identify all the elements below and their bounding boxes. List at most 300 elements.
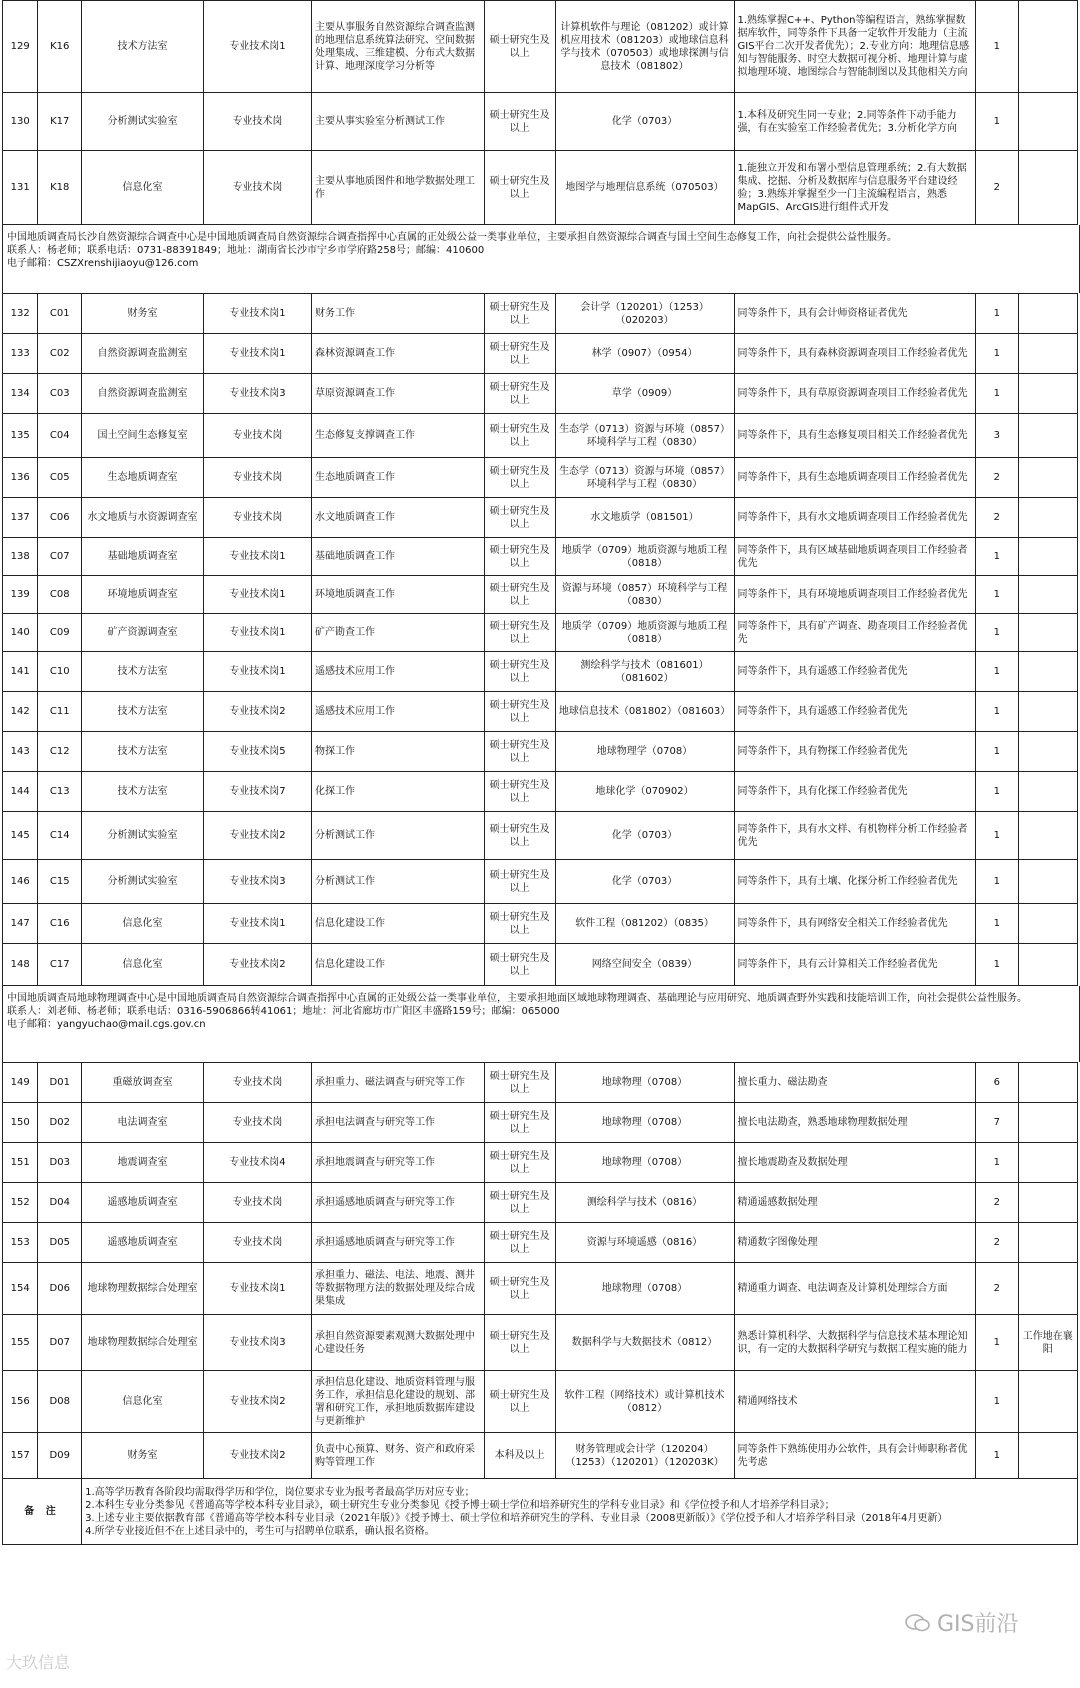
remark-cell (1018, 414, 1077, 458)
job-duty-cell: 主要从事服务自然资源综合调查监测的地理信息系统算法研究、空间数据处理集成、三维建模、分布式大数据计算、地理深度学习分析等 (312, 1, 485, 93)
watermark-left-text: 大玖信息 (6, 1653, 71, 1672)
headcount-cell: 2 (975, 458, 1018, 498)
department-cell: 矿产资源调查室 (82, 614, 204, 652)
headcount-cell: 1 (975, 1371, 1018, 1433)
job-duty-cell: 信息化建设工作 (312, 904, 485, 944)
position-code-cell: D05 (38, 1223, 82, 1263)
headcount-cell: 1 (975, 944, 1018, 986)
major-cell: 生态学（0713）资源与环境（0857）环境科学与工程（0830） (555, 458, 734, 498)
position-code-cell: C12 (38, 732, 82, 772)
headcount-cell: 2 (975, 151, 1018, 225)
education-cell: 硕士研究生及以上 (484, 374, 555, 414)
section-d-table (2, 1062, 1078, 1545)
post-name-cell: 专业技术岗 (203, 498, 311, 538)
remark-cell (1018, 860, 1077, 904)
education-cell: 硕士研究生及以上 (484, 414, 555, 458)
department-cell: 技术方法室 (82, 652, 204, 692)
headcount-cell: 1 (975, 1315, 1018, 1371)
row-number-cell: 135 (3, 414, 38, 458)
department-cell: 生态地质调查室 (82, 458, 204, 498)
post-name-cell: 专业技术岗3 (203, 860, 311, 904)
post-name-cell: 专业技术岗3 (203, 374, 311, 414)
headcount-cell: 2 (975, 1263, 1018, 1315)
row-number-cell: 150 (3, 1103, 38, 1143)
requirement-cell: 同等条件下，具有森林资源调查项目工作经验者优先 (734, 334, 975, 374)
major-cell: 网络空间安全（0839） (555, 944, 734, 986)
remark-cell (1018, 1063, 1077, 1103)
education-cell: 硕士研究生及以上 (484, 1223, 555, 1263)
education-cell: 硕士研究生及以上 (484, 1143, 555, 1183)
department-cell: 信息化室 (82, 944, 204, 986)
requirement-cell: 精通网络技术 (734, 1371, 975, 1433)
position-code-cell: K17 (38, 93, 82, 151)
requirement-cell: 同等条件下，具有生态地质调查项目工作经验者优先 (734, 458, 975, 498)
post-name-cell: 专业技术岗 (203, 1063, 311, 1103)
position-code-cell: C03 (38, 374, 82, 414)
post-name-cell: 专业技术岗 (203, 458, 311, 498)
department-cell: 自然资源调查监测室 (82, 374, 204, 414)
education-cell: 硕士研究生及以上 (484, 498, 555, 538)
row-number-cell: 131 (3, 151, 38, 225)
remark-cell (1018, 1183, 1077, 1223)
row-number-cell: 130 (3, 93, 38, 151)
position-code-cell: D01 (38, 1063, 82, 1103)
major-cell: 地球物理（0708） (555, 1103, 734, 1143)
headcount-cell: 1 (975, 576, 1018, 614)
position-code-cell: D08 (38, 1371, 82, 1433)
job-duty-cell: 生态修复支撑调查工作 (312, 414, 485, 458)
requirement-cell: 同等条件下，具有化探工作经验者优先 (734, 772, 975, 812)
requirement-cell: 熟悉计算机科学、大数据科学与信息技术基本理论知识，有一定的大数据科学研究与数据工程实施的能力 (734, 1315, 975, 1371)
remark-cell (1018, 374, 1077, 414)
remark-cell (1018, 1263, 1077, 1315)
requirement-cell: 同等条件下，具有土壤、化探分析工作经验者优先 (734, 860, 975, 904)
post-name-cell: 专业技术岗 (203, 414, 311, 458)
position-code-cell: D03 (38, 1143, 82, 1183)
post-name-cell: 专业技术岗 (203, 1103, 311, 1143)
education-cell: 硕士研究生及以上 (484, 151, 555, 225)
department-cell: 遥感地质调查室 (82, 1223, 204, 1263)
table-row (3, 692, 1078, 732)
job-duty-cell: 承担重力、磁法、电法、地震、测井等数据物理方法的数据处理及综合成果集成 (312, 1263, 485, 1315)
remark-cell (1018, 576, 1077, 614)
remark-cell (1018, 732, 1077, 772)
requirement-cell: 精通遥感数据处理 (734, 1183, 975, 1223)
department-cell: 地震调查室 (82, 1143, 204, 1183)
row-number-cell: 141 (3, 652, 38, 692)
row-number-cell: 142 (3, 692, 38, 732)
table-row (3, 652, 1078, 692)
table-row (3, 334, 1078, 374)
remark-cell (1018, 692, 1077, 732)
post-name-cell: 专业技术岗1 (203, 294, 311, 334)
job-duty-cell: 主要从事实验室分析测试工作 (312, 93, 485, 151)
row-number-cell: 136 (3, 458, 38, 498)
row-number-cell: 138 (3, 538, 38, 576)
requirement-cell: 同等条件下，具有遥感工作经验者优先 (734, 652, 975, 692)
requirement-cell: 1.本科及研究生同一专业；2.同等条件下动手能力强，有在实验室工作经验者优先；3.分析化学方向 (734, 93, 975, 151)
position-code-cell: C02 (38, 334, 82, 374)
job-duty-cell: 物探工作 (312, 732, 485, 772)
requirement-cell: 同等条件下，具有水文样、有机物样分析工作经验者优先 (734, 812, 975, 860)
headcount-cell: 1 (975, 904, 1018, 944)
department-cell: 自然资源调查监测室 (82, 334, 204, 374)
job-duty-cell: 承担遥感地质调查与研究等工作 (312, 1223, 485, 1263)
row-number-cell: 134 (3, 374, 38, 414)
position-code-cell: C01 (38, 294, 82, 334)
position-code-cell: C16 (38, 904, 82, 944)
education-cell: 硕士研究生及以上 (484, 294, 555, 334)
requirement-cell: 同等条件下，具有遥感工作经验者优先 (734, 692, 975, 732)
table-row (3, 944, 1078, 986)
post-name-cell: 专业技术岗1 (203, 1, 311, 93)
education-cell: 硕士研究生及以上 (484, 93, 555, 151)
major-cell: 地球物理学（0708） (555, 732, 734, 772)
job-duty-cell: 负责中心预算、财务、资产和政府采购等管理工作 (312, 1433, 485, 1479)
job-duty-cell: 基础地质调查工作 (312, 538, 485, 576)
job-duty-cell: 承担电法调查与研究等工作 (312, 1103, 485, 1143)
post-name-cell: 专业技术岗2 (203, 944, 311, 986)
section-c-table (2, 293, 1078, 986)
headcount-cell: 1 (975, 1143, 1018, 1183)
headcount-cell: 1 (975, 860, 1018, 904)
row-number-cell: 145 (3, 812, 38, 860)
department-cell: 电法调查室 (82, 1103, 204, 1143)
headcount-cell: 1 (975, 692, 1018, 732)
row-number-cell: 148 (3, 944, 38, 986)
job-duty-cell: 分析测试工作 (312, 812, 485, 860)
table-row (3, 93, 1078, 151)
major-cell: 会计学（120201）（1253）（020203） (555, 294, 734, 334)
table-row (3, 732, 1078, 772)
table-row (3, 374, 1078, 414)
department-cell: 财务室 (82, 1433, 204, 1479)
job-duty-cell: 森林资源调查工作 (312, 334, 485, 374)
notes-label: 备 注 (3, 1479, 82, 1545)
headcount-cell: 1 (975, 93, 1018, 151)
remark-cell (1018, 1223, 1077, 1263)
row-number-cell: 144 (3, 772, 38, 812)
department-cell: 技术方法室 (82, 732, 204, 772)
department-cell: 财务室 (82, 294, 204, 334)
position-code-cell: C06 (38, 498, 82, 538)
major-cell: 测绘科学与技术（081601）（081602） (555, 652, 734, 692)
position-code-cell: D02 (38, 1103, 82, 1143)
remark-cell (1018, 1103, 1077, 1143)
department-cell: 分析测试实验室 (82, 812, 204, 860)
requirement-cell: 同等条件下，具有云计算相关工作经验者优先 (734, 944, 975, 986)
headcount-cell: 1 (975, 614, 1018, 652)
education-cell: 硕士研究生及以上 (484, 334, 555, 374)
row-number-cell: 139 (3, 576, 38, 614)
position-code-cell: K16 (38, 1, 82, 93)
job-duty-cell: 化探工作 (312, 772, 485, 812)
position-code-cell: C08 (38, 576, 82, 614)
changsha-intro: 中国地质调查局长沙自然资源综合调查中心是中国地质调查局自然资源综合调查指挥中心直属的正处级公益一类事业单位，主要承担自然资源综合调查与国土空间生态修复工作，向社会提供公益性服务。 (7, 232, 897, 243)
job-duty-cell: 承担自然资源要素观测大数据处理中心建设任务 (312, 1315, 485, 1371)
post-name-cell: 专业技术岗 (203, 1223, 311, 1263)
requirement-cell: 同等条件下，具有网络安全相关工作经验者优先 (734, 904, 975, 944)
job-duty-cell: 环境地质调查工作 (312, 576, 485, 614)
headcount-cell: 1 (975, 772, 1018, 812)
position-code-cell: C11 (38, 692, 82, 732)
post-name-cell: 专业技术岗1 (203, 538, 311, 576)
department-cell: 技术方法室 (82, 1, 204, 93)
education-cell: 硕士研究生及以上 (484, 614, 555, 652)
requirement-cell: 同等条件下，具有会计师资格证者优先 (734, 294, 975, 334)
position-code-cell: C14 (38, 812, 82, 860)
post-name-cell: 专业技术岗1 (203, 904, 311, 944)
row-number-cell: 147 (3, 904, 38, 944)
major-cell: 数据科学与大数据技术（0812） (555, 1315, 734, 1371)
education-cell: 硕士研究生及以上 (484, 458, 555, 498)
post-name-cell: 专业技术岗 (203, 93, 311, 151)
requirement-cell: 同等条件下熟练使用办公软件，具有会计师职称者优先考虑 (734, 1433, 975, 1479)
remark-cell: 工作地在襄阳 (1018, 1315, 1077, 1371)
department-cell: 分析测试实验室 (82, 93, 204, 151)
job-duty-cell: 承担遥感地质调查与研究等工作 (312, 1183, 485, 1223)
department-cell: 地球物理数据综合处理室 (82, 1263, 204, 1315)
table-row (3, 538, 1078, 576)
remark-cell (1018, 614, 1077, 652)
geophysics-intro: 中国地质调查局地球物理调查中心是中国地质调查局自然资源综合调查指挥中心直属的正处级公益一类事业单位，主要承担地面区域地球物理调查、基础理论与应用研究、地质调查野外实践和技能培训工作，向社会提供公益性服务。 (7, 993, 1027, 1004)
education-cell: 本科及以上 (484, 1433, 555, 1479)
department-cell: 技术方法室 (82, 692, 204, 732)
requirement-cell: 擅长电法勘查，熟悉地球物理数据处理 (734, 1103, 975, 1143)
job-duty-cell: 矿产勘查工作 (312, 614, 485, 652)
watermark-right-text: GIS前沿 (937, 1612, 1019, 1637)
table-row (3, 1371, 1078, 1433)
row-number-cell: 151 (3, 1143, 38, 1183)
headcount-cell: 1 (975, 538, 1018, 576)
row-number-cell: 143 (3, 732, 38, 772)
major-cell: 地球信息技术（081802）（081603） (555, 692, 734, 732)
major-cell: 化学（0703） (555, 860, 734, 904)
department-cell: 信息化室 (82, 1371, 204, 1433)
headcount-cell: 1 (975, 374, 1018, 414)
table-row (3, 772, 1078, 812)
post-name-cell: 专业技术岗1 (203, 1263, 311, 1315)
requirement-cell: 同等条件下，具有物探工作经验者优先 (734, 732, 975, 772)
requirement-cell: 同等条件下，具有矿产调查、勘查项目工作经验者优先 (734, 614, 975, 652)
headcount-cell: 1 (975, 294, 1018, 334)
major-cell: 测绘科学与技术（0816） (555, 1183, 734, 1223)
department-cell: 环境地质调查室 (82, 576, 204, 614)
major-cell: 计算机软件与理论（081202）或计算机应用技术（081203）或地球信息科学与技术（070503）或地球探测与信息技术（081802） (555, 1, 734, 93)
headcount-cell: 2 (975, 1183, 1018, 1223)
table-row (3, 498, 1078, 538)
row-number-cell: 152 (3, 1183, 38, 1223)
major-cell: 地质学（0709）地质资源与地质工程（0818） (555, 614, 734, 652)
job-duty-cell: 财务工作 (312, 294, 485, 334)
major-cell: 地球物理（0708） (555, 1063, 734, 1103)
table-row (3, 414, 1078, 458)
headcount-cell: 1 (975, 1, 1018, 93)
table-row (3, 860, 1078, 904)
education-cell: 硕士研究生及以上 (484, 538, 555, 576)
position-code-cell: C15 (38, 860, 82, 904)
department-cell: 遥感地质调查室 (82, 1183, 204, 1223)
education-cell: 硕士研究生及以上 (484, 1, 555, 93)
row-number-cell: 129 (3, 1, 38, 93)
post-name-cell: 专业技术岗1 (203, 334, 311, 374)
post-name-cell: 专业技术岗3 (203, 1315, 311, 1371)
position-code-cell: D09 (38, 1433, 82, 1479)
requirement-cell: 1.能独立开发和布署小型信息管理系统；2.有大数据集成、挖掘、分析及数据库与信息服务平台建设经验；3.熟练并掌握至少一门主流编程语言，熟悉MapGIS、ArcGIS进行组件式开发 (734, 151, 975, 225)
remark-cell (1018, 151, 1077, 225)
post-name-cell: 专业技术岗 (203, 1183, 311, 1223)
note-line-4: 4.所学专业接近但不在上述目录中的，考生可与招聘单位联系，确认报名资格。 (85, 1525, 435, 1537)
major-cell: 生态学（0713）资源与环境（0857）环境科学与工程（0830） (555, 414, 734, 458)
table-row (3, 1263, 1078, 1315)
position-code-cell: C07 (38, 538, 82, 576)
post-name-cell: 专业技术岗1 (203, 652, 311, 692)
remark-cell (1018, 652, 1077, 692)
major-cell: 林学（0907）（0954） (555, 334, 734, 374)
department-cell: 分析测试实验室 (82, 860, 204, 904)
post-name-cell: 专业技术岗5 (203, 732, 311, 772)
position-code-cell: C10 (38, 652, 82, 692)
position-code-cell: D07 (38, 1315, 82, 1371)
post-name-cell: 专业技术岗1 (203, 614, 311, 652)
position-code-cell: C04 (38, 414, 82, 458)
major-cell: 地球物理（0708） (555, 1263, 734, 1315)
job-duty-cell: 生态地质调查工作 (312, 458, 485, 498)
requirement-cell: 擅长重力、磁法勘查 (734, 1063, 975, 1103)
post-name-cell: 专业技术岗 (203, 151, 311, 225)
education-cell: 硕士研究生及以上 (484, 652, 555, 692)
watermark-right (905, 1607, 1019, 1638)
post-name-cell: 专业技术岗2 (203, 692, 311, 732)
headcount-cell: 1 (975, 1433, 1018, 1479)
table-row (3, 614, 1078, 652)
education-cell: 硕士研究生及以上 (484, 1103, 555, 1143)
row-number-cell: 156 (3, 1371, 38, 1433)
department-cell: 水文地质与水资源调查室 (82, 498, 204, 538)
headcount-cell: 1 (975, 334, 1018, 374)
education-cell: 硕士研究生及以上 (484, 772, 555, 812)
requirement-cell: 精通数字图像处理 (734, 1223, 975, 1263)
table-row (3, 1, 1078, 93)
department-cell: 信息化室 (82, 151, 204, 225)
row-number-cell: 157 (3, 1433, 38, 1479)
major-cell: 资源与环境遥感（0816） (555, 1223, 734, 1263)
requirement-cell: 同等条件下，具有环境地质调查项目工作经验者优先 (734, 576, 975, 614)
post-name-cell: 专业技术岗2 (203, 1371, 311, 1433)
table-row (3, 1223, 1078, 1263)
watermark-left (6, 1650, 70, 1673)
row-number-cell: 137 (3, 498, 38, 538)
requirement-cell: 擅长地震勘查及数据处理 (734, 1143, 975, 1183)
education-cell: 硕士研究生及以上 (484, 1371, 555, 1433)
post-name-cell: 专业技术岗2 (203, 812, 311, 860)
education-cell: 硕士研究生及以上 (484, 812, 555, 860)
requirement-cell: 同等条件下，具有水文地质调查项目工作经验者优先 (734, 498, 975, 538)
department-cell: 技术方法室 (82, 772, 204, 812)
row-number-cell: 154 (3, 1263, 38, 1315)
row-number-cell: 149 (3, 1063, 38, 1103)
headcount-cell: 2 (975, 1223, 1018, 1263)
requirement-cell: 同等条件下，具有区域基础地质调查项目工作经验者优先 (734, 538, 975, 576)
remark-cell (1018, 334, 1077, 374)
job-duty-cell: 遥感技术应用工作 (312, 692, 485, 732)
major-cell: 水文地质学（081501） (555, 498, 734, 538)
headcount-cell: 1 (975, 732, 1018, 772)
major-cell: 地球化学（070902） (555, 772, 734, 812)
major-cell: 地图学与地理信息系统（070503） (555, 151, 734, 225)
headcount-cell: 1 (975, 652, 1018, 692)
education-cell: 硕士研究生及以上 (484, 732, 555, 772)
major-cell: 软件工程（081202）（0835） (555, 904, 734, 944)
geophysics-email: 电子邮箱：yangyuchao@mail.cgs.gov.cn (7, 1019, 206, 1030)
remark-cell (1018, 498, 1077, 538)
table-row (3, 151, 1078, 225)
requirement-cell: 同等条件下，具有生态修复项目相关工作经验者优先 (734, 414, 975, 458)
department-cell: 地球物理数据综合处理室 (82, 1315, 204, 1371)
major-cell: 财务管理或会计学（120204）（1253）（120201）（120203K） (555, 1433, 734, 1479)
education-cell: 硕士研究生及以上 (484, 904, 555, 944)
department-cell: 国土空间生态修复室 (82, 414, 204, 458)
requirement-cell: 1.熟练掌握C++、Python等编程语言，熟练掌握数据库软件，同等条件下具备一定软件开发能力（主流GIS平台二次开发者优先）；2.专业方向：地理信息感知与智能服务、时空大数据可视分析、地理计算与虚拟地理环境、地图综合与智能制图以及其他相关方向 (734, 1, 975, 93)
position-code-cell: C17 (38, 944, 82, 986)
row-number-cell: 132 (3, 294, 38, 334)
position-code-cell: C05 (38, 458, 82, 498)
education-cell: 硕士研究生及以上 (484, 1183, 555, 1223)
remark-cell (1018, 812, 1077, 860)
headcount-cell: 3 (975, 414, 1018, 458)
position-code-cell: C13 (38, 772, 82, 812)
remark-cell (1018, 1143, 1077, 1183)
headcount-cell: 7 (975, 1103, 1018, 1143)
table-row (3, 1143, 1078, 1183)
table-row (3, 1315, 1078, 1371)
post-name-cell: 专业技术岗2 (203, 1433, 311, 1479)
requirement-cell: 精通重力调查、电法调查及计算机处理综合方面 (734, 1263, 975, 1315)
note-line-2: 2.本科生专业分类参见《普通高等学校本科专业目录》，硕士研究生专业分类参见《授予博士硕士学位和培养研究生的学科专业目录》和《学位授予和人才培养学科目录》； (85, 1499, 835, 1511)
job-duty-cell: 分析测试工作 (312, 860, 485, 904)
major-cell: 软件工程（网络技术）或计算机技术（0812） (555, 1371, 734, 1433)
remark-cell (1018, 458, 1077, 498)
position-code-cell: K18 (38, 151, 82, 225)
remark-cell (1018, 1, 1077, 93)
position-code-cell: D06 (38, 1263, 82, 1315)
education-cell: 硕士研究生及以上 (484, 860, 555, 904)
table-row (3, 1183, 1078, 1223)
major-cell: 草学（0909） (555, 374, 734, 414)
department-cell: 信息化室 (82, 904, 204, 944)
remark-cell (1018, 538, 1077, 576)
job-duty-cell: 信息化建设工作 (312, 944, 485, 986)
geophysics-center-info (2, 986, 1080, 1062)
position-code-cell: C09 (38, 614, 82, 652)
remark-cell (1018, 1433, 1077, 1479)
headcount-cell: 6 (975, 1063, 1018, 1103)
table-row (3, 1103, 1078, 1143)
department-cell: 基础地质调查室 (82, 538, 204, 576)
table-row (3, 294, 1078, 334)
headcount-cell: 1 (975, 812, 1018, 860)
remark-cell (1018, 772, 1077, 812)
changsha-center-info (2, 225, 1080, 293)
row-number-cell: 155 (3, 1315, 38, 1371)
job-duty-cell: 草原资源调查工作 (312, 374, 485, 414)
section-k-table (2, 0, 1078, 225)
remark-cell (1018, 1371, 1077, 1433)
note-line-1: 1.高等学历教育各阶段均需取得学历和学位，岗位要求专业为报考者最高学历对应专业； (85, 1486, 475, 1498)
row-number-cell: 140 (3, 614, 38, 652)
department-cell: 重磁放调查室 (82, 1063, 204, 1103)
post-name-cell: 专业技术岗1 (203, 576, 311, 614)
